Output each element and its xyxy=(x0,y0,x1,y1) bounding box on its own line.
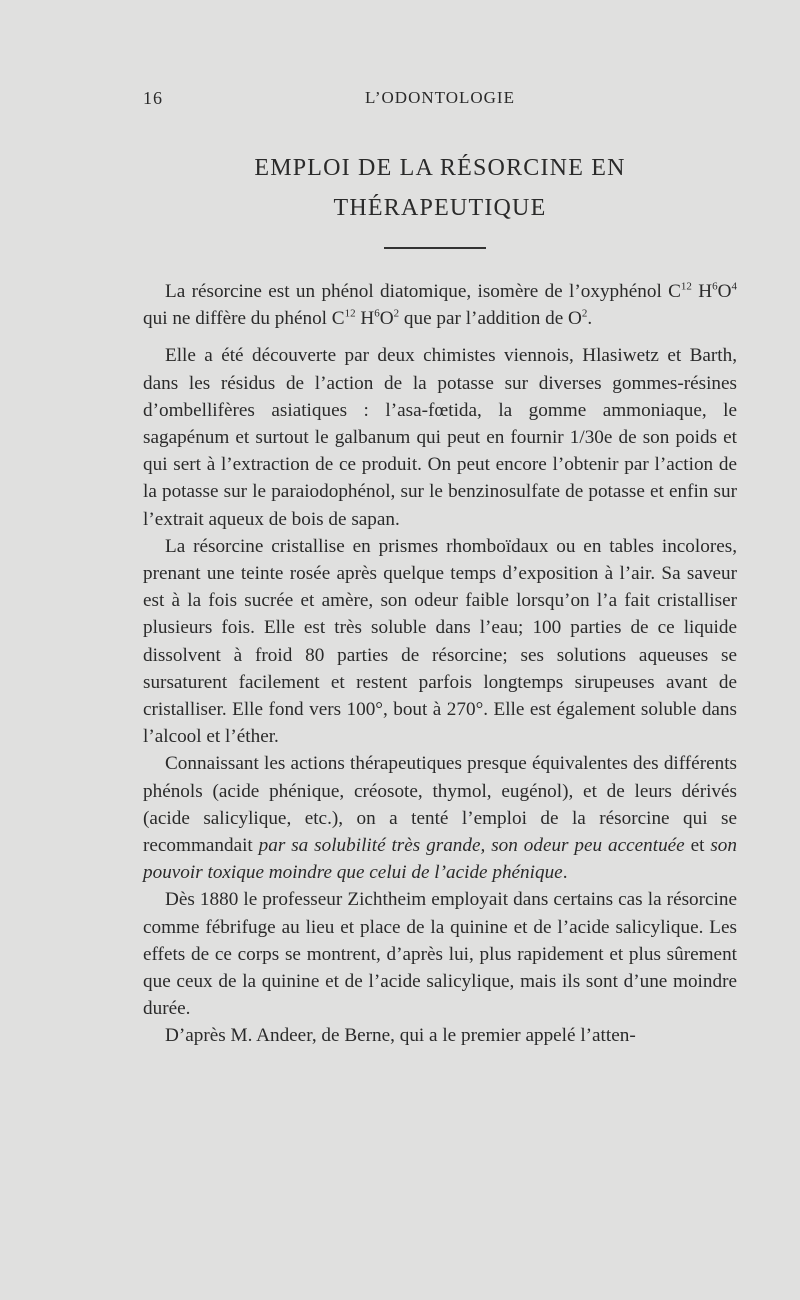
article-title xyxy=(143,148,737,228)
paragraph-3: La résorcine cristallise en prismes rhomboïdaux ou en tables incolores, prenant une teinte rosée après quelque temps d’exposition à l’air. Sa saveur est à la fois sucrée et amère, son odeur faible lorsqu’on l’a fait cristalliser plusieurs fois. Elle est très soluble dans l’eau; 100 parties de ce liquide dissolvent à froid 80 parties de résorcine; ses solutions aqueuses se sursaturent facilement et restent parfois longtemps sirupeuses avant de cristalliser. Elle fond vers 100°, bout à 270°. Elle est également soluble dans l’alcool et l’éther. xyxy=(143,535,737,748)
page-header xyxy=(143,88,737,116)
running-title: L’ODONTOLOGIE xyxy=(365,88,515,107)
paragraph-6: D’après M. Andeer, de Berne, qui a le premier appelé l’atten- xyxy=(165,1025,636,1047)
paragraph-4: Connaissant les actions thérapeutiques presque équivalentes des différents phénols (acide phénique, créosote, thymol, eugénol), et de leurs dérivés (acide salicylique, etc.), on a tenté l’emploi de la résorcine qui se recommandait par sa solubilité très grande, son odeur peu accentuée et son pouvoir toxique moindre que celui de l’acide phénique. xyxy=(143,753,737,884)
article-body xyxy=(143,278,737,1050)
paragraph-1: La résorcine est un phénol diatomique, isomère de l’oxyphénol $C^{12}$ $H^6O^4$ qui ne diffère du phénol $C^{12}$ $H^6O^2$ que par l’addition de $O^2$. xyxy=(143,280,737,330)
title-line-2: THÉRAPEUTIQUE xyxy=(333,195,547,221)
paragraph-5: Dès 1880 le professeur Zichtheim employait dans certains cas la résorcine comme fébrifuge au lieu et place de la quinine et de l’acide salicylique. Les effets de ce corps se montrent, d’après lui, plus rapidement et plus sûrement que ceux de la quinine et de l’acide salicylique, mais ils sont d’une moindre durée. xyxy=(143,889,737,1020)
title-line-1: EMPLOI DE LA RÉSORCINE EN xyxy=(254,155,626,181)
page-number: 16 xyxy=(143,88,163,108)
title-rule xyxy=(384,247,486,249)
paragraph-2: Elle a été découverte par deux chimistes viennois, Hlasiwetz et Barth, dans les résidus de l’action de la potasse sur diverses gommes-résines d’ombellifères asiatiques : l’asa-fœtida, la gomme ammoniaque, le sagapénum et surtout le galbanum qui peut en fournir 1/30e de son poids et qui sert à l’extraction de ce produit. On peut encore l’obtenir par l’action de la potasse sur le paraiodophénol, sur le benzinosulfate de potasse et enfin sur l’extrait aqueux de bois de sapan. xyxy=(143,345,737,530)
